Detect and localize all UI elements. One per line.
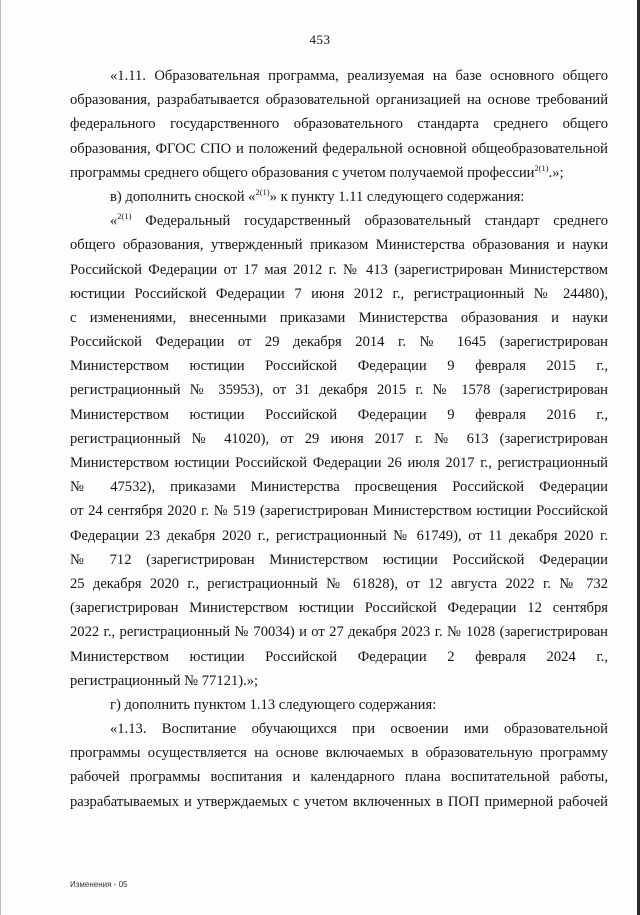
text-line [70,693,608,717]
line-text: г) дополнить пунктом 1.13 следующего содержания: [110,696,437,713]
line-text: федерального государственного образовательного стандарта среднего общего [70,116,608,133]
line-text: Министерством юстиции Российской Федерации 9 февраля 2016 г., [70,406,608,423]
text-line [70,258,608,282]
line-text: в) дополнить сноской « [110,188,256,205]
text-line [70,765,608,789]
line-text-tail: .»; [548,164,564,181]
line-text: 25 декабря 2020 г., регистрационный № 61828), от 12 августа 2022 г. № 732 [70,575,608,592]
paragraph [70,717,608,814]
line-text: с изменениями, внесенными приказами Министерства образования и науки [70,309,608,326]
text-line [70,88,608,112]
line-text: программы осуществляется на основе включаемых в образовательную программу [70,745,608,762]
text-line [70,572,608,596]
line-text: регистрационный № 41020), от 29 июня 2017 г. № 613 (зарегистрирован [70,430,608,447]
line-text: «1.11. Образовательная программа, реализуемая на базе основного общего [110,68,608,84]
line-text: разрабатываемых и утверждаемых с учетом включенных в ПОП примерной рабочей [70,793,608,810]
text-line [70,669,608,693]
page-left-edge [0,0,1,915]
text-line [70,548,608,572]
text-line [70,717,608,741]
text-line [70,790,608,814]
footnote-marker: 2(1) [255,187,270,198]
line-text: Министерством юстиции Российской Федерации 9 февраля 2015 г., [70,358,608,375]
text-line [70,499,608,523]
text-line [70,475,608,499]
page-footer: Изменения - 05 [70,880,128,889]
paragraph [70,693,608,717]
line-text: 2022 г., регистрационный № 70034) и от 27 декабря 2023 г. № 1028 (зарегистрирован [70,624,608,641]
line-text: № 712 (зарегистрирован Министерством юстиции Российской Федерации [70,551,608,568]
text-line [70,137,608,161]
line-text: Министерством юстиции Российской Федерации 2 февраля 2024 г., [70,648,608,665]
line-text: рабочей программы воспитания и календарного плана воспитательной работы, [70,769,608,786]
text-line [70,741,608,765]
line-text: образования, ФГОС СПО и положений федеральной основной общеобразовательной [70,140,608,157]
line-text: «1.13. Воспитание обучающихся при освоении ими образовательной [110,721,608,738]
text-line [70,620,608,644]
paragraph [70,185,608,209]
line-text: № 47532), приказами Министерства просвещения Российской Федерации [70,479,608,496]
line-text-tail: » к пункту 1.11 следующего содержания: [269,188,525,205]
text-line [70,233,608,257]
footnote-marker: 2(1) [534,162,549,173]
text-line [70,161,608,185]
line-text: (зарегистрирован Министерством юстиции Российской Федерации 12 сентября [70,600,608,617]
text-line [70,64,608,88]
line-text: от 24 сентября 2020 г. № 519 (зарегистрирован Министерством юстиции Российской [70,503,608,520]
paragraph [70,64,608,185]
paragraph [70,209,608,693]
text-line [70,306,608,330]
text-line [70,596,608,620]
document-body [70,64,608,814]
text-line [70,330,608,354]
line-text: регистрационный № 35953), от 31 декабря 2015 г. № 1578 (зарегистрирован [70,382,608,399]
line-text: юстиции Российской Федерации 7 июня 2012 г., регистрационный № 24480), [70,285,608,302]
text-line [70,282,608,306]
text-line [70,354,608,378]
text-line [70,427,608,451]
line-text: образования, разрабатывается образовательной организацией на основе требований [70,92,608,109]
line-text: Министерством юстиции Российской Федерации 26 июля 2017 г., регистрационный [70,455,608,471]
footnote-marker: 2(1) [117,211,132,222]
page-number: 453 [309,32,331,47]
line-text: регистрационный № 77121).»; [70,672,259,689]
line-text: общего образования, утвержденный приказом Министерства образования и науки [70,237,608,254]
text-line [70,451,608,475]
text-line [70,524,608,548]
line-text: Российской Федерации от 29 декабря 2014 г. № 1645 (зарегистрирован [70,334,608,351]
line-text: программы среднего общего образования с учетом получаемой профессии [70,164,535,181]
line-text: Российской Федерации от 17 мая 2012 г. № 413 (зарегистрирован Министерством [70,261,608,278]
text-line [70,112,608,136]
text-line [70,645,608,669]
text-line [70,185,608,209]
line-text-tail: Федеральный государственный образовательный стандарт среднего [131,213,608,230]
line-text: « [110,213,118,230]
text-line [70,378,608,402]
line-text: Федерации 23 декабря 2020 г., регистрационный № 61749), от 11 декабря 2020 г. [70,527,608,544]
text-line [70,209,608,233]
text-line [70,403,608,427]
